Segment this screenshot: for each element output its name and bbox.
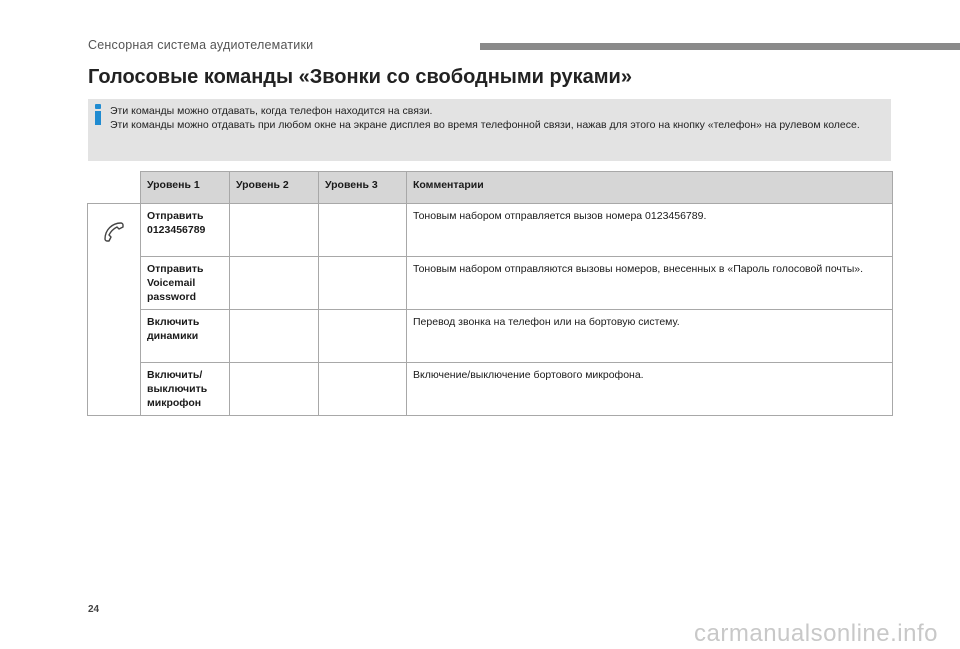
row3-comment: Перевод звонка на телефон или на бортовую систему. (407, 310, 893, 363)
col-header-comments: Комментарии (407, 172, 893, 204)
row4-level1: Включить/ выключить микрофон (141, 363, 230, 416)
info-icon (93, 104, 103, 124)
row2-level2 (230, 257, 319, 310)
icon-cell (88, 204, 141, 416)
info-box (88, 99, 891, 161)
row3-level2 (230, 310, 319, 363)
row1-comment: Тоновым набором отправляется вызов номера 0123456789. (407, 204, 893, 257)
row1-level2 (230, 204, 319, 257)
page-heading: Голосовые команды «Звонки со свободными руками» (88, 66, 632, 88)
table-row (88, 257, 893, 310)
watermark: carmanualsonline.info (694, 620, 938, 647)
table-row (88, 363, 893, 416)
header-blank-cell (88, 172, 141, 204)
row3-level3 (319, 310, 407, 363)
row1-level1: Отправить 0123456789 (141, 204, 230, 257)
table-row (88, 204, 893, 257)
table-row (88, 310, 893, 363)
row4-level3 (319, 363, 407, 416)
header-divider-bar (480, 43, 960, 50)
row3-level1: Включить динамики (141, 310, 230, 363)
row4-level2 (230, 363, 319, 416)
info-line-1: Эти команды можно отдавать, когда телефон находится на связи. (110, 105, 433, 117)
row1-level3 (319, 204, 407, 257)
voice-commands-table (87, 171, 893, 416)
row2-level3 (319, 257, 407, 310)
col-header-level3: Уровень 3 (319, 172, 407, 204)
table-header-row (88, 172, 893, 204)
info-line-2: Эти команды можно отдавать при любом окне на экране дисплея во время телефонной связи, нажав для этого на кнопку «телефон» на рулевом колесе. (110, 119, 860, 131)
row2-comment: Тоновым набором отправляются вызовы номеров, внесенных в «Пароль голосовой почты». (407, 257, 893, 310)
section-title: Сенсорная система аудиотелематики (88, 38, 314, 52)
col-header-level2: Уровень 2 (230, 172, 319, 204)
phone-handset-icon (101, 219, 127, 245)
page-number: 24 (88, 604, 100, 615)
info-text (110, 104, 883, 132)
row2-level1: Отправить Voicemail password (141, 257, 230, 310)
row4-comment: Включение/выключение бортового микрофона. (407, 363, 893, 416)
col-header-level1: Уровень 1 (141, 172, 230, 204)
